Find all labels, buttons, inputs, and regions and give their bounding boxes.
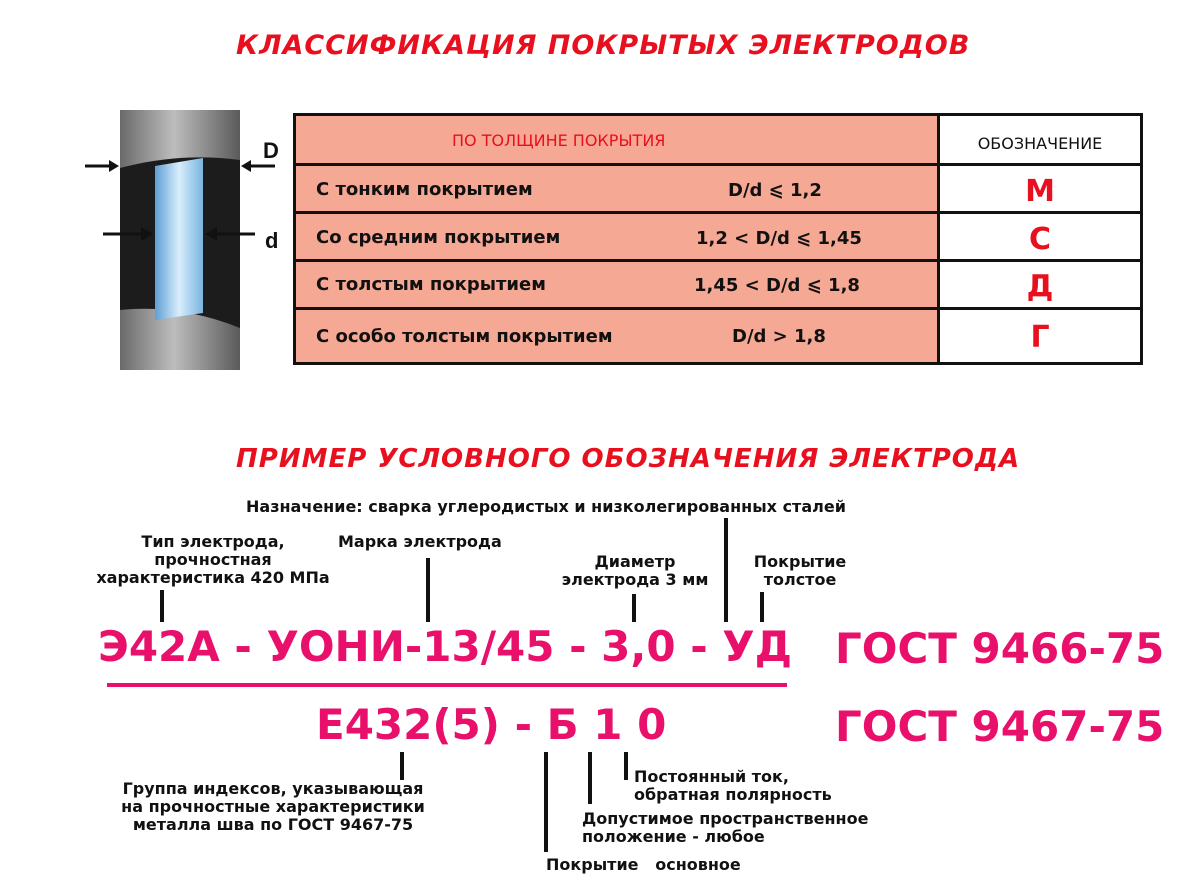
- annotation-line: электрода 3 мм: [561, 570, 709, 589]
- leader-line: [400, 752, 404, 780]
- annotation-line: прочностная: [154, 550, 272, 569]
- coating-ratio: D/d ⩽ 1,2: [728, 180, 822, 201]
- coating-ratio: 1,45 < D/d ⩽ 1,8: [694, 275, 860, 296]
- leader-line: [544, 752, 548, 852]
- table-row: [296, 166, 940, 214]
- annotation-line: Покрытие: [753, 552, 847, 571]
- table-row: [296, 262, 940, 310]
- coating-ratio: 1,2 < D/d ⩽ 1,45: [696, 228, 862, 249]
- annotation-line: положение - любое: [582, 827, 765, 846]
- leader-line: [632, 594, 636, 622]
- core-diameter-label: d: [265, 228, 279, 253]
- purpose-annotation: Назначение: сварка углеродистых и низколегированных сталей: [246, 497, 846, 516]
- designation-line1: Э42А - УОНИ-13/45 - 3,0 - УД: [98, 622, 793, 671]
- electrode-type-annotation: [88, 533, 338, 587]
- example-title: ПРИМЕР УСЛОВНОГО ОБОЗНАЧЕНИЯ ЭЛЕКТРОДА: [236, 444, 1021, 474]
- leader-line: [588, 752, 592, 804]
- diameter-annotation: [550, 553, 720, 589]
- electrode-diagram: [85, 108, 295, 380]
- annotation-line: металла шва по ГОСТ 9467-75: [132, 815, 414, 834]
- designation-underline: [107, 683, 787, 687]
- table-header-designation: ОБОЗНАЧЕНИЕ: [940, 116, 1140, 166]
- annotation-line: обратная полярность: [634, 785, 832, 804]
- table-header-thickness: ПО ТОЛЩИНЕ ПОКРЫТИЯ: [296, 116, 940, 166]
- coating-code: Д: [940, 262, 1140, 310]
- coating-name: Со средним покрытием: [316, 227, 561, 248]
- coating-code: С: [940, 214, 1140, 262]
- outer-diameter-label: D: [263, 138, 279, 163]
- annotation-line: на прочностные характеристики: [121, 797, 425, 816]
- coating-name: С толстым покрытием: [316, 274, 546, 295]
- brand-annotation: Марка электрода: [338, 532, 502, 551]
- base-coating-annotation: Покрытие основное: [546, 855, 741, 874]
- coating-name: С особо толстым покрытием: [316, 326, 613, 347]
- gost-9467: ГОСТ 9467-75: [835, 702, 1165, 751]
- leader-line: [624, 752, 628, 780]
- current-annotation: [634, 768, 832, 804]
- leader-line: [160, 590, 164, 622]
- designation-line2: Е432(5) - Б 1 0: [316, 700, 667, 749]
- coating-classification-table: [293, 113, 1143, 365]
- table-row: [296, 214, 940, 262]
- annotation-line: Диаметр: [594, 552, 676, 571]
- leader-line: [426, 558, 430, 622]
- coating-code: М: [940, 166, 1140, 214]
- classification-title: КЛАССИФИКАЦИЯ ПОКРЫТЫХ ЭЛЕКТРОДОВ: [236, 30, 971, 61]
- index-group-annotation: [108, 780, 438, 834]
- coating-ratio: D/d > 1,8: [732, 326, 826, 347]
- position-annotation: [582, 810, 868, 846]
- coating-name: С тонким покрытием: [316, 179, 533, 200]
- annotation-line: толстое: [763, 570, 837, 589]
- annotation-line: характеристика 420 МПа: [96, 568, 330, 587]
- annotation-line: Постоянный ток,: [634, 767, 789, 786]
- leader-line: [724, 518, 728, 622]
- coating-thick-annotation: [740, 553, 860, 589]
- leader-line: [760, 592, 764, 622]
- table-row: [296, 310, 940, 362]
- annotation-line: Допустимое пространственное: [582, 809, 869, 828]
- annotation-line: Группа индексов, указывающая: [122, 779, 424, 798]
- annotation-line: Тип электрода,: [141, 532, 285, 551]
- coating-code: Г: [1030, 320, 1050, 355]
- gost-9466: ГОСТ 9466-75: [835, 624, 1165, 673]
